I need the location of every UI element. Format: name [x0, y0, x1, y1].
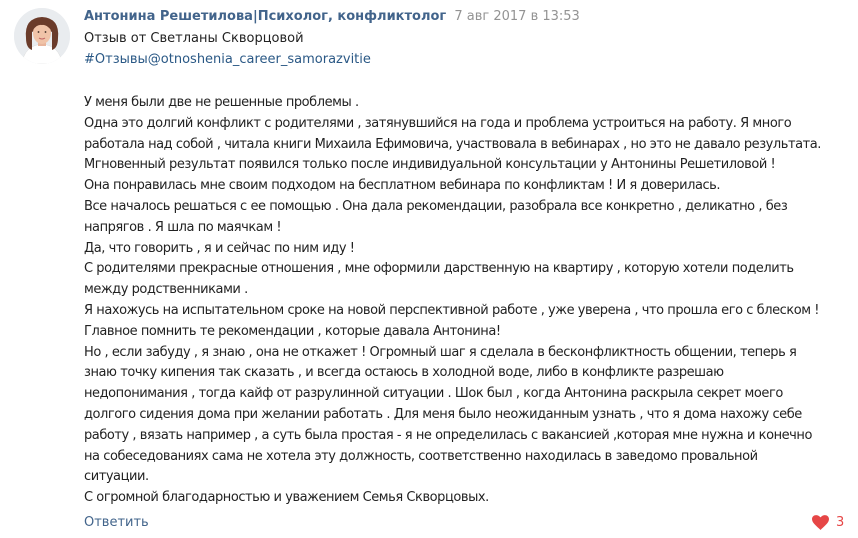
body-line: на собеседованиях сама не хотела эту должность, соответственно находилась в заведомо провальной — [84, 448, 758, 464]
like-count: 3 — [836, 514, 845, 530]
body-line: долгого сидения дома при желании работать . Для меня было неожиданным узнать , что я дома нахожу себе — [84, 406, 802, 422]
reply-button[interactable]: Ответить — [84, 515, 149, 530]
avatar-photo — [14, 8, 70, 64]
post-body — [84, 93, 852, 509]
body-line: Одна это долгий конфликт с родителями , затянувшийся на года и проблема устроиться на работу. Я много — [84, 115, 792, 131]
body-line: Я нахожусь на испытательном сроке на новой перспективной работе , уже уверена , что прошла его с блеском ! — [84, 302, 820, 318]
author-name[interactable]: Антонина Решетилова|Психолог, конфликтолог — [84, 9, 447, 24]
body-line: Да, что говорить , я и сейчас по ним иду ! — [84, 240, 355, 256]
body-line: знаю точку кипения так сказать , и всегда остаюсь в холодной воде, либо в конфликте разрешаю — [84, 365, 724, 381]
body-line: ситуации. — [84, 469, 149, 485]
body-line: недопонимания , тогда кайф от разрулинной ситуации . Шок был , когда Антонина раскрыла секрет моего — [84, 386, 783, 402]
body-line: Но , если забуду , я знаю , она не откажет ! Огромный шаг я сделала в бесконфликтность общении, теперь я — [84, 344, 797, 360]
body-line: работала над собой , читала книги Михаила Ефимовича, участвовала в вебинарах , но это не давало результата. — [84, 136, 821, 152]
body-line: С огромной благодарностью и уважением Семья Скворцовых. — [84, 490, 489, 506]
body-line: Главное помнить те рекомендации , которые давала Антонина! — [84, 323, 501, 339]
body-line: Все началось решаться с ее помощью . Она дала рекомендации, разобрала все конкретно , деликатно , без — [84, 198, 788, 214]
post-title: Отзыв от Светланы Скворцовой — [84, 31, 304, 46]
like-button[interactable] — [812, 513, 844, 531]
post-header — [84, 8, 580, 25]
body-line: напрягов . Я шла по маячкам ! — [84, 219, 282, 235]
heart-icon — [812, 515, 829, 530]
post-date[interactable]: 7 авг 2017 в 13:53 — [454, 9, 580, 24]
body-line: У меня были две не решенные проблемы . — [84, 95, 359, 110]
avatar[interactable] — [14, 8, 70, 64]
body-line: С родителями прекрасные отношения , мне оформили дарственную на квартиру , которую хотели поделить — [84, 261, 794, 277]
body-line: Она понравилась мне своим подходом на бесплатном вебинара по конфликтам ! И я доверилась. — [84, 178, 721, 194]
body-line: между родственниками . — [84, 282, 248, 298]
hashtag-link[interactable]: #Отзывы@otnoshenia_career_samorazvitie — [84, 52, 371, 67]
body-line: Мгновенный результат появился только после индивидуальной консультации у Антонины Решетиловой ! — [84, 157, 776, 173]
body-line: работу , вязать например , а суть была простая - я не определилась с вакансией ,которая мне нужна и конечно — [84, 427, 812, 443]
